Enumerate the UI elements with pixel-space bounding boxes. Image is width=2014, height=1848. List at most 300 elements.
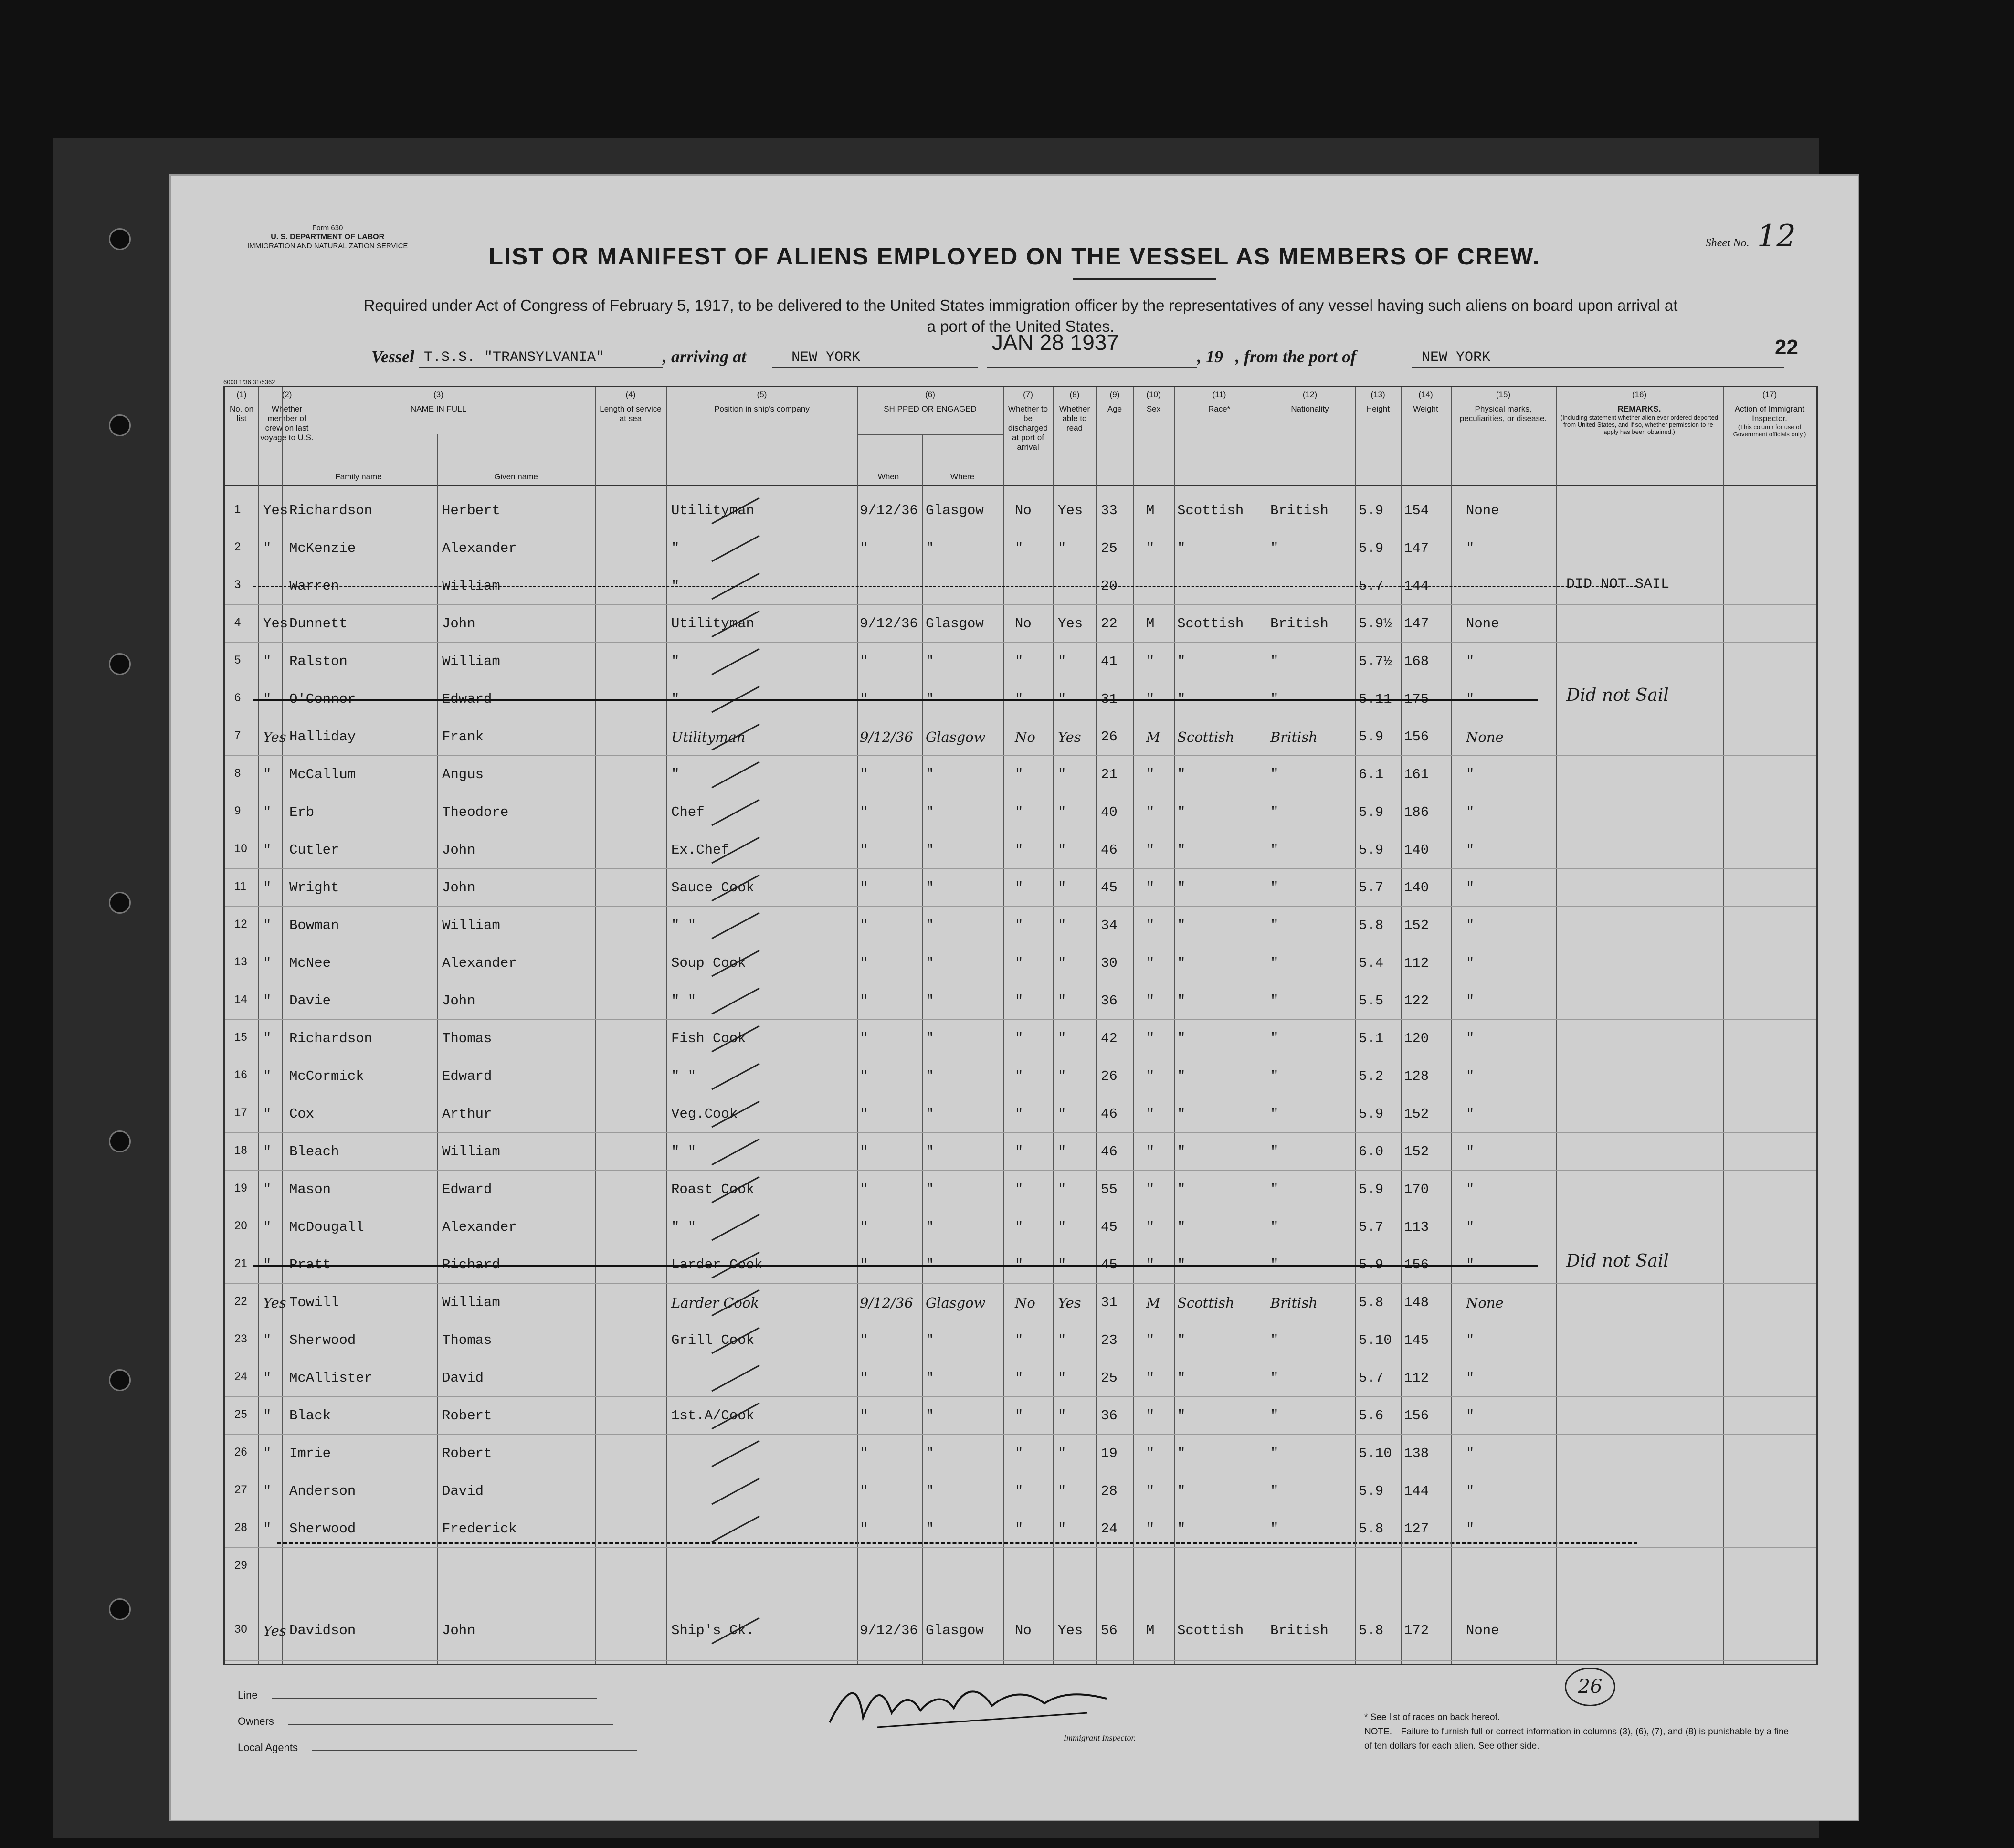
cell-read: "	[1058, 1219, 1066, 1235]
cell-disch: "	[1015, 1068, 1023, 1084]
cell-disch: "	[1015, 1446, 1023, 1461]
cell-age: 26	[1101, 1068, 1118, 1084]
column-label: NAME IN FULL	[410, 404, 467, 413]
cell-height: 5.6	[1359, 1408, 1384, 1424]
table-row	[225, 568, 1816, 605]
legal-note	[1364, 1711, 1794, 1753]
manifest-sheet	[169, 174, 1859, 1821]
cell-age: 25	[1101, 540, 1118, 556]
cell-marks: "	[1466, 1257, 1475, 1273]
cell-when: "	[860, 1408, 868, 1424]
cell-height: 5.7	[1359, 880, 1384, 896]
cell-position: Ex.Chef	[671, 842, 729, 858]
cell-position: Sauce Cook	[671, 880, 755, 896]
cell-nat: "	[1270, 1106, 1279, 1122]
arriving-label: , arriving at	[663, 347, 747, 366]
cell-nat: "	[1270, 804, 1279, 820]
cell-weight: 152	[1404, 1106, 1429, 1122]
cell-sex: "	[1146, 1257, 1155, 1273]
sheet-number-value: 12	[1757, 219, 1796, 254]
department: U. S. DEPARTMENT OF LABOR	[271, 233, 385, 241]
cell-family: Cox	[289, 1106, 315, 1122]
cell-weight: 127	[1404, 1521, 1429, 1537]
cell-read: Yes	[1058, 729, 1081, 745]
cell-no: 30	[234, 1623, 247, 1636]
table-row	[225, 605, 1816, 643]
cell-given: William	[442, 654, 500, 669]
cell-given: Edward	[442, 1068, 492, 1084]
column-number: (6)	[925, 390, 935, 399]
header-service	[595, 387, 666, 485]
cell-sex: "	[1146, 1483, 1155, 1499]
cell-sex: "	[1146, 767, 1155, 782]
cell-given: David	[442, 1483, 484, 1499]
cell-when: "	[860, 880, 868, 896]
service-slash-mark	[709, 796, 762, 829]
cell-family: Erb	[289, 804, 315, 820]
service-slash-mark	[709, 1512, 762, 1546]
cell-where: "	[926, 842, 934, 858]
cell-family: Ralston	[289, 654, 348, 669]
column-label: Whether member of crew on last voyage to U.S.	[260, 404, 314, 442]
cell-family: Halliday	[289, 729, 356, 745]
cell-age: 42	[1101, 1031, 1118, 1046]
column-label: SHIPPED OR ENGAGED	[884, 404, 977, 413]
cell-race: "	[1177, 1521, 1186, 1537]
cell-race: "	[1177, 540, 1186, 556]
cell-sex: "	[1146, 880, 1155, 896]
agents-label: Local Agents	[238, 1742, 298, 1753]
cell-weight: 154	[1404, 503, 1429, 518]
cell-disch: "	[1015, 1370, 1023, 1386]
cell-where: "	[926, 1031, 934, 1046]
header-position	[666, 387, 857, 485]
cell-height: 5.9	[1359, 1483, 1384, 1499]
service-slash-mark	[709, 1060, 762, 1093]
header-discharged	[1003, 387, 1053, 485]
cell-given: Theodore	[442, 804, 509, 820]
cell-sex: "	[1146, 540, 1155, 556]
cell-sex: M	[1146, 616, 1155, 632]
cell-race: Scottish	[1177, 503, 1244, 518]
column-number: (7)	[1023, 390, 1033, 399]
cell-race: Scottish	[1177, 1623, 1244, 1639]
service-slash-mark	[709, 1399, 762, 1433]
header-height	[1355, 387, 1401, 485]
title-rule	[1073, 278, 1216, 280]
cell-weight: 140	[1404, 842, 1429, 858]
cell-disch: No	[1015, 503, 1032, 518]
column-label: Action of Immigrant Inspector.	[1734, 404, 1805, 423]
cell-marks: "	[1466, 1219, 1475, 1235]
cell-crew: "	[263, 1068, 272, 1084]
cell-family: Davidson	[289, 1623, 356, 1639]
cell-age: 46	[1101, 1144, 1118, 1160]
cell-when: 9/12/36	[860, 616, 918, 632]
cell-where: "	[926, 880, 934, 896]
cell-nat: "	[1270, 1483, 1279, 1499]
cell-marks: "	[1466, 1370, 1475, 1386]
table-row	[225, 1510, 1816, 1548]
cell-where: "	[926, 691, 934, 707]
cell-given: Arthur	[442, 1106, 492, 1122]
column-number: (10)	[1146, 390, 1161, 399]
cell-crew: Yes	[263, 503, 288, 518]
table-row	[225, 1058, 1816, 1095]
cell-marks: None	[1466, 616, 1499, 632]
cell-given: Frederick	[442, 1521, 517, 1537]
table-row	[225, 1397, 1816, 1435]
cell-family: Sherwood	[289, 1521, 356, 1537]
service-slash-mark	[709, 909, 762, 942]
table-row	[225, 832, 1816, 869]
where-sublabel: Where	[950, 472, 975, 481]
cell-where: "	[926, 993, 934, 1009]
cell-where: "	[926, 767, 934, 782]
header-no	[225, 387, 258, 485]
cell-crew: "	[263, 804, 272, 820]
service-slash-mark	[709, 834, 762, 867]
cell-where: "	[926, 540, 934, 556]
cell-where: Glasgow	[926, 616, 984, 632]
cell-crew: Yes	[263, 729, 286, 745]
cell-when: "	[860, 654, 868, 669]
cell-age: 26	[1101, 729, 1118, 745]
cell-weight: 112	[1404, 955, 1429, 971]
binder-hole	[109, 228, 131, 250]
cell-read: "	[1058, 842, 1066, 858]
cell-marks: "	[1466, 1521, 1475, 1537]
cell-sex: M	[1146, 503, 1155, 518]
cell-weight: 140	[1404, 880, 1429, 896]
cell-nat: "	[1270, 1370, 1279, 1386]
fine-note: NOTE.—Failure to furnish full or correct information in columns (3), (6), (7), and (8) is punishable by a fine of ten dollars for each alien. See other side.	[1364, 1727, 1789, 1751]
cell-height: 5.9	[1359, 540, 1384, 556]
cell-nat: British	[1270, 1623, 1329, 1639]
row-rule	[225, 1660, 1816, 1661]
cell-nat: "	[1270, 1144, 1279, 1160]
owners-rule	[288, 1724, 613, 1725]
cell-nat: "	[1270, 1068, 1279, 1084]
from-port: NEW YORK	[1422, 349, 1491, 366]
header-age	[1096, 387, 1133, 485]
cell-position: "	[671, 691, 680, 707]
cell-sex: "	[1146, 1408, 1155, 1424]
cell-age: 19	[1101, 1446, 1118, 1461]
print-code: 6000 1/36 31/5362	[223, 379, 275, 386]
cell-crew: "	[263, 1106, 272, 1122]
cell-height: 5.10	[1359, 1446, 1392, 1461]
table-row	[225, 1360, 1816, 1397]
cell-disch: "	[1015, 1521, 1023, 1537]
header-race	[1174, 387, 1265, 485]
cell-race: "	[1177, 1257, 1186, 1273]
service-slash-mark	[709, 1022, 762, 1056]
cell-read: "	[1058, 1446, 1066, 1461]
cell-read: "	[1058, 955, 1066, 971]
cell-read: "	[1058, 1031, 1066, 1046]
column-label: Sex	[1146, 404, 1161, 413]
cell-weight: 152	[1404, 918, 1429, 933]
cell-crew: "	[263, 1182, 272, 1197]
cell-crew: Yes	[263, 616, 288, 632]
cell-position: Veg.Cook	[671, 1106, 738, 1122]
cell-marks: None	[1466, 503, 1499, 518]
cell-disch: "	[1015, 842, 1023, 858]
cell-weight: 186	[1404, 804, 1429, 820]
cell-read: "	[1058, 540, 1066, 556]
cell-when: "	[860, 1370, 868, 1386]
agents-rule	[312, 1750, 637, 1751]
cell-sex: "	[1146, 1106, 1155, 1122]
cell-height: 5.8	[1359, 1295, 1384, 1310]
cell-disch: No	[1015, 729, 1035, 745]
cell-crew: "	[263, 880, 272, 896]
cell-when: 9/12/36	[860, 1295, 913, 1311]
cell-given: John	[442, 880, 475, 896]
cell-race: "	[1177, 842, 1186, 858]
cell-position: Fish Cook	[671, 1031, 746, 1046]
cell-family: Wright	[289, 880, 339, 896]
column-number: (1)	[236, 390, 247, 399]
cell-read: "	[1058, 1370, 1066, 1386]
cell-when: "	[860, 804, 868, 820]
cell-when: "	[860, 842, 868, 858]
table-row	[225, 1096, 1816, 1133]
cell-age: 56	[1101, 1623, 1118, 1639]
cell-where: Glasgow	[926, 1295, 986, 1311]
table-row	[225, 1322, 1816, 1359]
cell-no: 8	[234, 767, 241, 780]
cell-weight: 152	[1404, 1144, 1429, 1160]
cell-family: Davie	[289, 993, 331, 1009]
line-field	[238, 1689, 637, 1715]
cell-nat: "	[1270, 654, 1279, 669]
cell-nat: "	[1270, 1332, 1279, 1348]
cell-no: 15	[234, 1031, 247, 1044]
column-label: Physical marks, peculiarities, or disease.	[1459, 404, 1547, 423]
binder-hole	[109, 892, 131, 914]
cell-position: " "	[671, 1144, 696, 1160]
cell-height: 5.4	[1359, 955, 1384, 971]
cell-race: "	[1177, 1182, 1186, 1197]
service: IMMIGRATION AND NATURALIZATION SERVICE	[247, 242, 408, 250]
cell-disch: No	[1015, 616, 1032, 632]
cell-position: Utilityman	[671, 729, 746, 745]
cell-height: 5.7	[1359, 578, 1384, 594]
cell-when: "	[860, 1182, 868, 1197]
cell-marks: None	[1466, 729, 1504, 745]
cell-no: 17	[234, 1106, 247, 1119]
cell-disch: "	[1015, 1219, 1023, 1235]
cell-height: 5.8	[1359, 1521, 1384, 1537]
cell-position: Larder Cook	[671, 1295, 759, 1311]
cell-where: "	[926, 1408, 934, 1424]
table-row	[225, 1435, 1816, 1472]
cell-crew: "	[263, 1031, 272, 1046]
table-row	[225, 1473, 1816, 1510]
cell-given: William	[442, 578, 500, 594]
header-read	[1053, 387, 1096, 485]
column-label: Race*	[1208, 404, 1231, 413]
cell-age: 20	[1101, 578, 1118, 594]
cell-marks: "	[1466, 654, 1475, 669]
cell-age: 45	[1101, 1257, 1118, 1273]
cell-marks: "	[1466, 880, 1475, 896]
cell-crew: "	[263, 1370, 272, 1386]
cell-disch: "	[1015, 1257, 1023, 1273]
cell-height: 6.0	[1359, 1144, 1384, 1160]
cell-no: 11	[234, 880, 246, 893]
cell-when: "	[860, 1332, 868, 1348]
column-label: Age	[1107, 404, 1122, 413]
cell-disch: "	[1015, 1182, 1023, 1197]
cell-height: 6.1	[1359, 767, 1384, 782]
column-label: Position in ship's company	[714, 404, 810, 413]
header-sex	[1133, 387, 1174, 485]
cell-weight: 175	[1404, 691, 1429, 707]
cell-nat: "	[1270, 540, 1279, 556]
crew-table	[223, 386, 1818, 1665]
service-slash-mark	[709, 1324, 762, 1357]
cell-marks: "	[1466, 1483, 1475, 1499]
cell-age: 46	[1101, 1106, 1118, 1122]
page-number: 22	[1775, 336, 1798, 359]
cell-where: "	[926, 1521, 934, 1537]
cell-weight: 144	[1404, 1483, 1429, 1499]
cell-nat: "	[1270, 1031, 1279, 1046]
cell-read: "	[1058, 804, 1066, 820]
from-label: , from the port of	[1235, 347, 1357, 366]
cell-disch: "	[1015, 993, 1023, 1009]
cell-when: 9/12/36	[860, 729, 913, 745]
cell-crew: "	[263, 955, 272, 971]
cell-read: "	[1058, 1332, 1066, 1348]
cell-race: "	[1177, 691, 1186, 707]
cell-crew: "	[263, 540, 272, 556]
cell-age: 30	[1101, 955, 1118, 971]
cell-sex: "	[1146, 691, 1155, 707]
cell-race: Scottish	[1177, 729, 1234, 745]
inspector-signature	[820, 1665, 1164, 1742]
cell-when: 9/12/36	[860, 1623, 918, 1639]
cell-read: "	[1058, 1483, 1066, 1499]
cell-no: 27	[234, 1483, 247, 1496]
cell-when: "	[860, 993, 868, 1009]
cell-read: Yes	[1058, 616, 1083, 632]
cell-marks: None	[1466, 1623, 1499, 1639]
cell-race: "	[1177, 804, 1186, 820]
vessel-underline	[419, 367, 663, 368]
cell-weight: 168	[1404, 654, 1429, 669]
cell-read: "	[1058, 1521, 1066, 1537]
cell-read: "	[1058, 1144, 1066, 1160]
cell-marks: "	[1466, 1182, 1475, 1197]
table-row	[225, 1171, 1816, 1208]
cell-when: "	[860, 1521, 868, 1537]
cell-height: 5.11	[1359, 691, 1392, 707]
cell-age: 23	[1101, 1332, 1118, 1348]
cell-sex: M	[1146, 1623, 1155, 1639]
cell-family: Sherwood	[289, 1332, 356, 1348]
cell-family: Warren	[289, 578, 339, 594]
cell-crew: "	[263, 1483, 272, 1499]
cell-family: Black	[289, 1408, 331, 1424]
cell-marks: "	[1466, 1031, 1475, 1046]
cell-age: 24	[1101, 1521, 1118, 1537]
cell-crew: "	[263, 691, 272, 707]
strike-through	[253, 1265, 1538, 1267]
cell-read: "	[1058, 880, 1066, 896]
cell-race: "	[1177, 1370, 1186, 1386]
service-slash-mark	[709, 1211, 762, 1244]
line-rule	[272, 1698, 597, 1699]
cell-no: 19	[234, 1182, 247, 1194]
cell-where: Glasgow	[926, 1623, 984, 1639]
cell-where: "	[926, 1257, 934, 1273]
cell-nat: "	[1270, 918, 1279, 933]
cell-sex: "	[1146, 654, 1155, 669]
cell-height: 5.9	[1359, 842, 1384, 858]
cell-height: 5.9½	[1359, 616, 1392, 632]
cell-age: 46	[1101, 842, 1118, 858]
cell-crew: "	[263, 1257, 272, 1273]
cell-sex: M	[1146, 1295, 1160, 1311]
cell-when: "	[860, 1144, 868, 1160]
date-underline	[987, 367, 1197, 368]
cell-family: Towill	[289, 1295, 339, 1310]
cell-marks: "	[1466, 767, 1475, 782]
cell-when: "	[860, 540, 868, 556]
service-slash-mark	[709, 1286, 762, 1320]
document-title: LIST OR MANIFEST OF ALIENS EMPLOYED ON THE VESSEL AS MEMBERS OF CREW.	[488, 243, 1540, 270]
cell-nat: "	[1270, 1446, 1279, 1461]
cell-given: Alexander	[442, 955, 517, 971]
cell-when: 9/12/36	[860, 503, 918, 518]
cell-when: "	[860, 1483, 868, 1499]
service-slash-mark	[709, 532, 762, 565]
cell-age: 36	[1101, 993, 1118, 1009]
cell-family: Bleach	[289, 1144, 339, 1160]
cell-when: "	[860, 955, 868, 971]
column-number: (3)	[433, 390, 443, 399]
cell-age: 25	[1101, 1370, 1118, 1386]
column-label: Length of service at sea	[600, 404, 662, 423]
agents-field	[238, 1742, 637, 1768]
table-row	[225, 945, 1816, 982]
cell-family: Cutler	[289, 842, 339, 858]
cell-height: 5.9	[1359, 1106, 1384, 1122]
cell-where: "	[926, 804, 934, 820]
cell-height: 5.7	[1359, 1219, 1384, 1235]
cell-disch: "	[1015, 540, 1023, 556]
table-row	[225, 530, 1816, 567]
cell-age: 45	[1101, 880, 1118, 896]
given-name-sublabel: Given name	[494, 472, 538, 481]
cell-family: Mason	[289, 1182, 331, 1197]
cell-given: Alexander	[442, 540, 517, 556]
cell-disch: "	[1015, 1106, 1023, 1122]
cell-family: McCallum	[289, 767, 356, 782]
cell-disch: "	[1015, 1144, 1023, 1160]
cell-race: "	[1177, 993, 1186, 1009]
cell-age: 31	[1101, 1295, 1118, 1310]
vessel-line	[371, 330, 1803, 370]
strike-through	[253, 699, 1538, 701]
inspector-label: Immigrant Inspector.	[1064, 1733, 1136, 1742]
owners-field	[238, 1715, 637, 1742]
column-number: (15)	[1496, 390, 1511, 399]
